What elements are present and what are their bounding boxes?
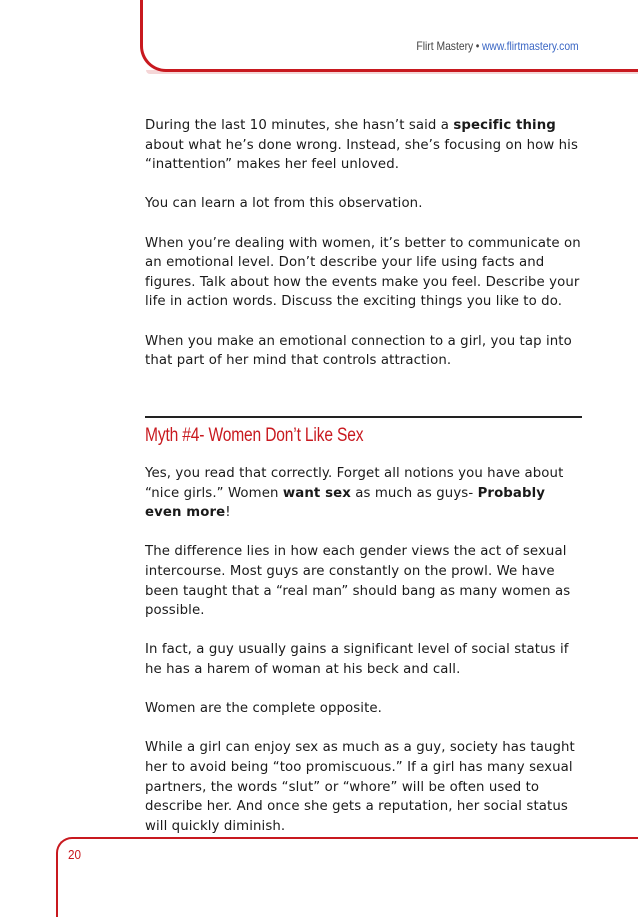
page-number: 20 <box>68 847 82 862</box>
paragraph: While a girl can enjoy sex as much as a guy, society has taught her to avoid being “too promiscuous.” If a girl has many sexual partners, the words “slut” or “whore” will be often used to describe her. And once she gets a reputation, her social status will quickly diminish. <box>145 740 575 834</box>
bold-text: Probably even more <box>145 485 546 521</box>
body-section-2 <box>145 464 581 856</box>
text-run: as much as guys- <box>350 485 478 501</box>
bold-text: specific thing <box>453 118 556 133</box>
text-run: about what he’s done wrong. Instead, she’s focusing on how his “inattention” makes her feel unloved. <box>145 137 578 173</box>
running-header <box>417 39 579 53</box>
header-brand: Flirt Mastery <box>416 39 474 53</box>
paragraph: In fact, a guy usually gains a significant level of social status if he has a harem of woman at his beck and call. <box>145 642 569 677</box>
paragraph <box>145 464 581 523</box>
section-heading: Myth #4- Women Don’t Like Sex <box>145 425 364 446</box>
header-url-link[interactable]: www.flirtmastery.com <box>482 39 579 53</box>
section-divider <box>145 416 582 418</box>
paragraph: When you’re dealing with women, it’s better to communicate on an emotional level. Don’t describe your life using facts and figures. Talk about how the events make you feel. Describe your life in action words. Discuss the exciting things you like to do. <box>145 235 581 310</box>
paragraph <box>145 116 581 175</box>
paragraph: Women are the complete opposite. <box>145 701 382 717</box>
header-decoration-frame <box>140 0 638 72</box>
paragraph: When you make an emotional connection to a girl, you tap into that part of her mind that controls attraction. <box>145 333 572 369</box>
paragraph: You can learn a lot from this observation. <box>145 196 423 212</box>
body-section-1 <box>145 116 581 390</box>
text-run: Yes, you read that correctly. Forget all notions you have about “nice girls.” Women <box>145 466 564 501</box>
header-separator: • <box>476 39 480 53</box>
footer-decoration-frame <box>56 837 638 917</box>
text-run: ! <box>225 505 231 521</box>
text-run: During the last 10 minutes, she hasn’t said a <box>145 118 454 133</box>
bold-text: want sex <box>282 485 351 501</box>
paragraph: The difference lies in how each gender views the act of sexual intercourse. Most guys are constantly on the prowl. We have been taught that a “real man” should bang as many women as possible. <box>145 544 571 619</box>
